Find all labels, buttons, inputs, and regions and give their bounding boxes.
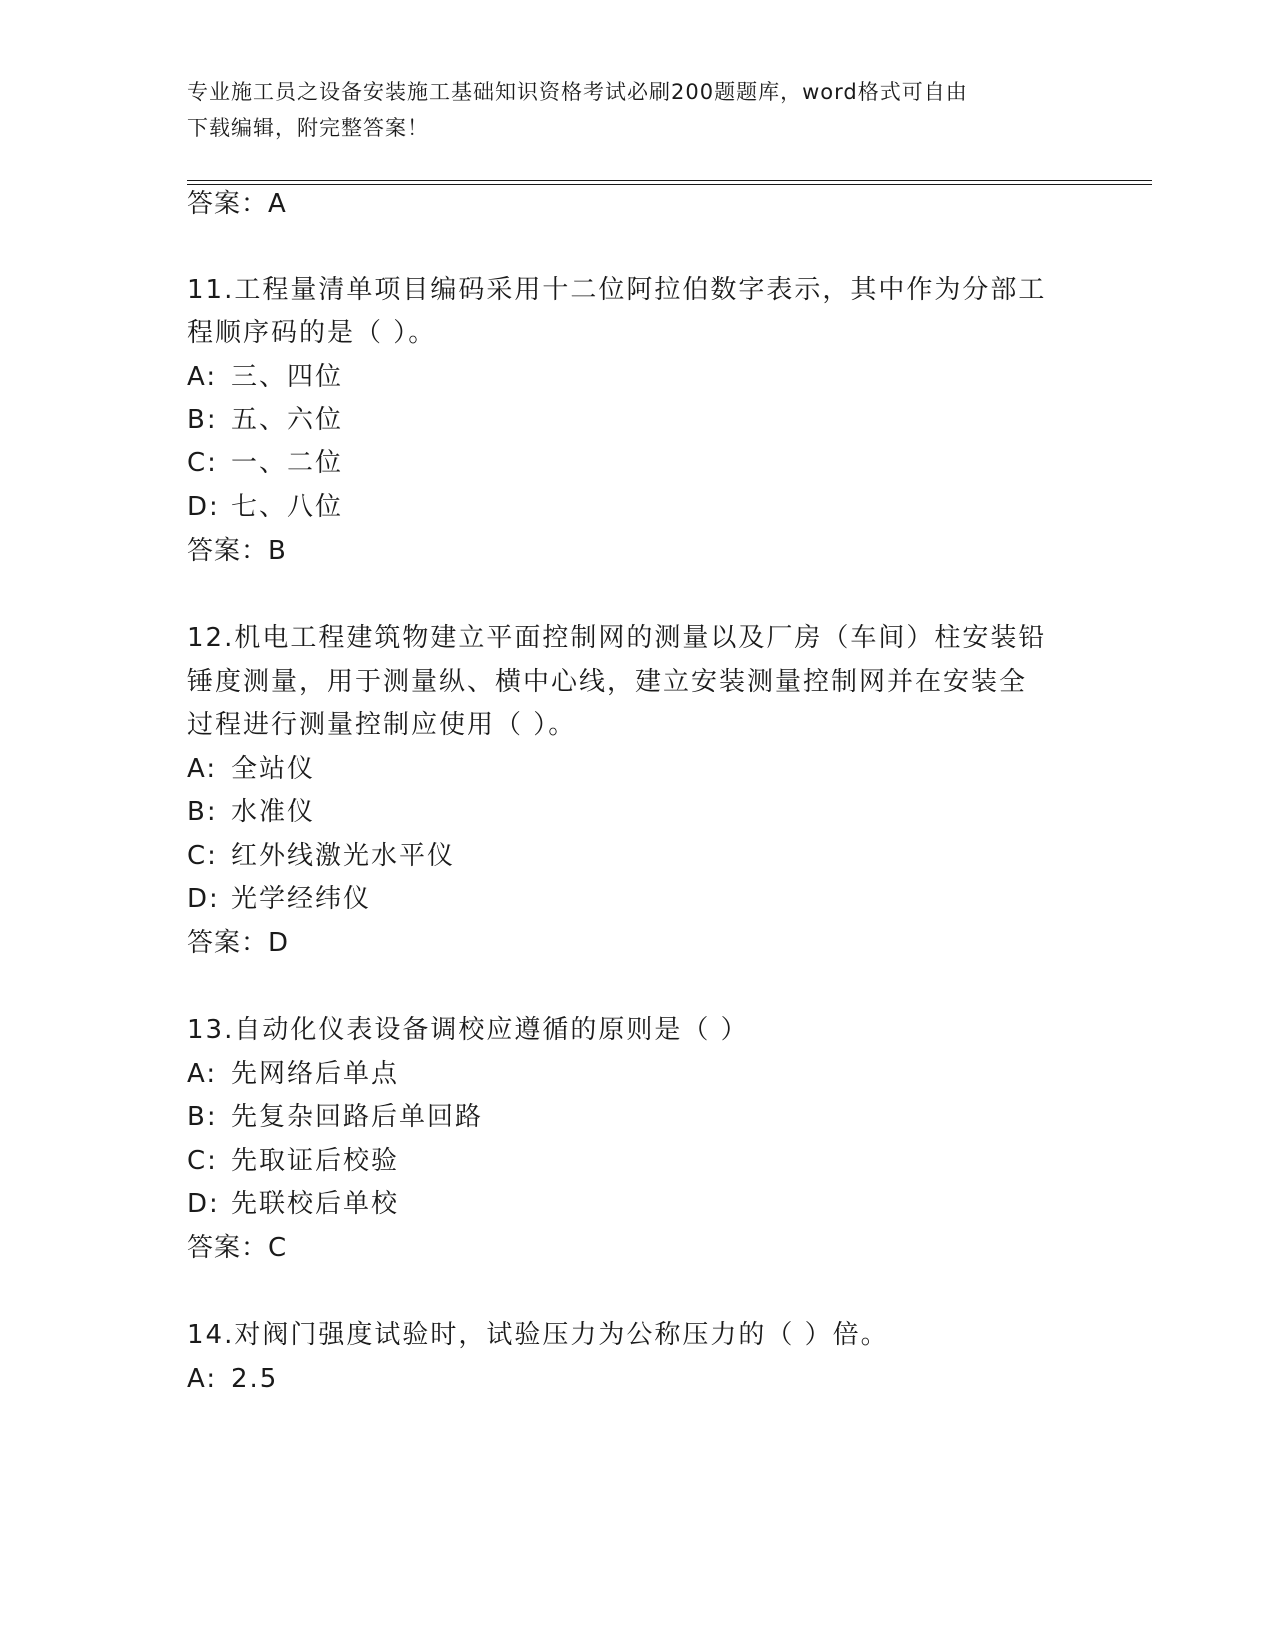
option-text: 水准仪 [231,797,316,827]
q12-stem-line-2: 锤度测量，用于测量纵、横中心线，建立安装测量控制网并在安装全 [187,667,1028,697]
q12-option-c [187,840,455,872]
option-text: 全站仪 [231,754,316,784]
option-key: C: [187,1146,218,1176]
option-text: 三、四位 [231,362,344,392]
answer-q11: 答案：B [187,536,287,566]
option-text: 红外线激光水平仪 [231,841,456,871]
option-text: 先取证后校验 [231,1146,400,1176]
option-key: A: [187,1059,218,1089]
option-key: D: [187,492,220,522]
q11-stem-line-2: 程顺序码的是（ ）。 [187,318,437,348]
header-divider-bottom [187,184,1152,185]
option-text: 五、六位 [231,405,344,435]
q14-option-a [187,1363,278,1395]
option-text: 七、八位 [231,492,344,522]
option-text: 先联校后单校 [231,1189,400,1219]
option-text: 先复杂回路后单回路 [231,1102,484,1132]
q11-option-d [187,491,343,523]
option-key: A: [187,1364,218,1394]
q11-option-a [187,361,343,393]
header-divider-top [187,180,1152,181]
q12-stem-line-1: 12.机电工程建筑物建立平面控制网的测量以及厂房（车间）柱安装铅 [187,623,1047,653]
option-key: C: [187,448,218,478]
answer-q10: 答案：A [187,189,287,219]
q13-option-c [187,1145,399,1177]
header-line-2: 下载编辑，附完整答案！ [187,116,429,140]
q11-stem-line-1: 11.工程量清单项目编码采用十二位阿拉伯数字表示，其中作为分部工 [187,275,1047,305]
answer-q13: 答案：C [187,1233,288,1263]
q12-option-a [187,753,315,785]
q13-stem-line-1: 13.自动化仪表设备调校应遵循的原则是（ ） [187,1015,749,1045]
q13-option-a [187,1058,399,1090]
q14-stem-line-1: 14.对阀门强度试验时，试验压力为公称压力的（ ）倍。 [187,1320,889,1350]
q12-option-d [187,883,371,915]
q11-option-c [187,447,343,479]
header-line-1: 专业施工员之设备安装施工基础知识资格考试必刷200题题库，word格式可自由 [187,80,968,104]
option-key: C: [187,841,218,871]
option-key: B: [187,1102,218,1132]
option-text: 一、二位 [231,448,344,478]
q13-option-b [187,1101,483,1133]
option-key: A: [187,754,218,784]
q12-option-b [187,796,315,828]
document-header [187,74,1087,146]
option-key: B: [187,405,218,435]
option-text: 2.5 [231,1364,279,1394]
option-key: D: [187,884,220,914]
option-text: 光学经纬仪 [231,884,372,914]
option-text: 先网络后单点 [231,1059,400,1089]
option-key: A: [187,362,218,392]
q13-option-d [187,1188,399,1220]
option-key: D: [187,1189,220,1219]
option-key: B: [187,797,218,827]
q12-stem-line-3: 过程进行测量控制应使用（ ）。 [187,710,577,740]
answer-q12: 答案：D [187,928,290,958]
q11-option-b [187,404,343,436]
